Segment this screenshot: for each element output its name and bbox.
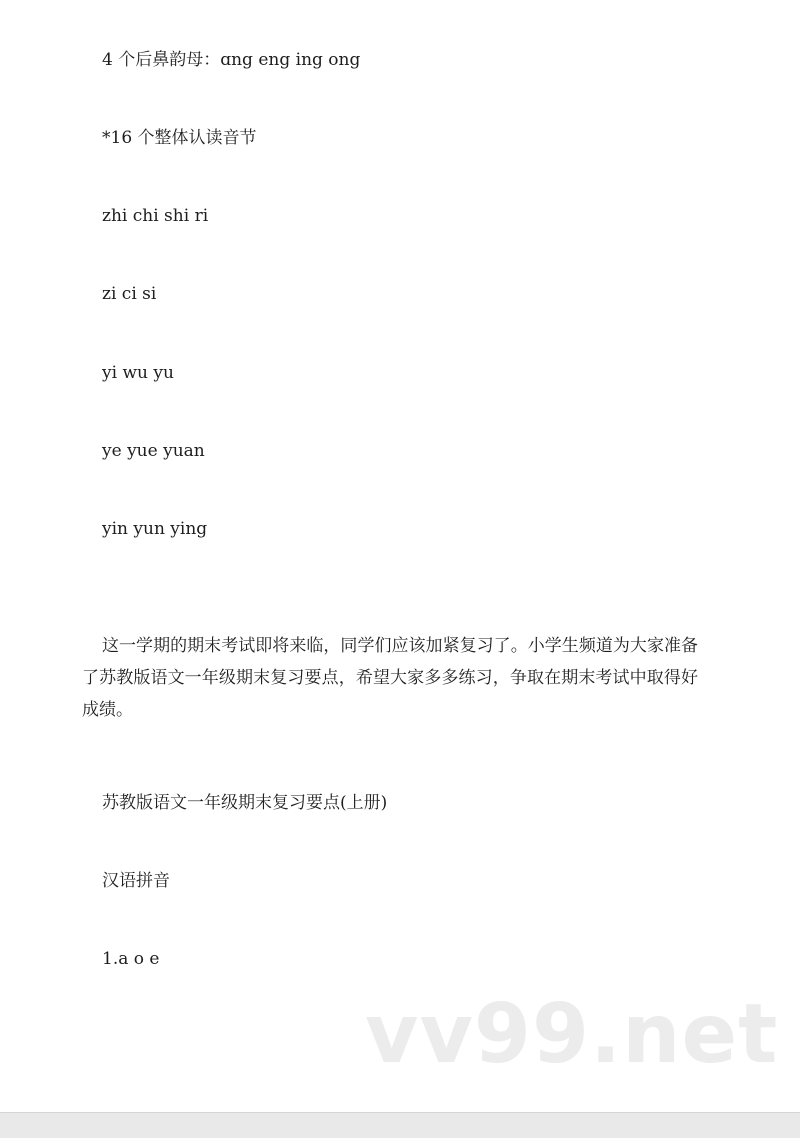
list-item: 1.a o e (102, 949, 160, 969)
back-nasal-finals-line: 4 个后鼻韵母：ɑng eng ing ong (102, 50, 361, 70)
syllable-line: zi ci si (102, 284, 157, 304)
watermark: vv99.net (365, 987, 779, 1082)
intro-paragraph: 这一学期的期末考试即将来临，同学们应该加紧复习了。小学生频道为大家准备了苏教版语文一年级期末复习要点，希望大家多多练习，争取在期末考试中取得好成绩。 (82, 636, 698, 720)
subsection-title: 汉语拼音 (102, 871, 170, 891)
page-separator (0, 1112, 800, 1138)
section-title: 苏教版语文一年级期末复习要点(上册) (102, 793, 388, 813)
whole-syllables-heading: *16 个整体认读音节 (102, 128, 257, 148)
syllable-line: zhi chi shi ri (102, 206, 209, 226)
syllable-line: yi wu yu (102, 363, 174, 383)
syllable-line: ye yue yuan (102, 441, 205, 461)
syllable-line: yin yun ying (102, 519, 208, 539)
